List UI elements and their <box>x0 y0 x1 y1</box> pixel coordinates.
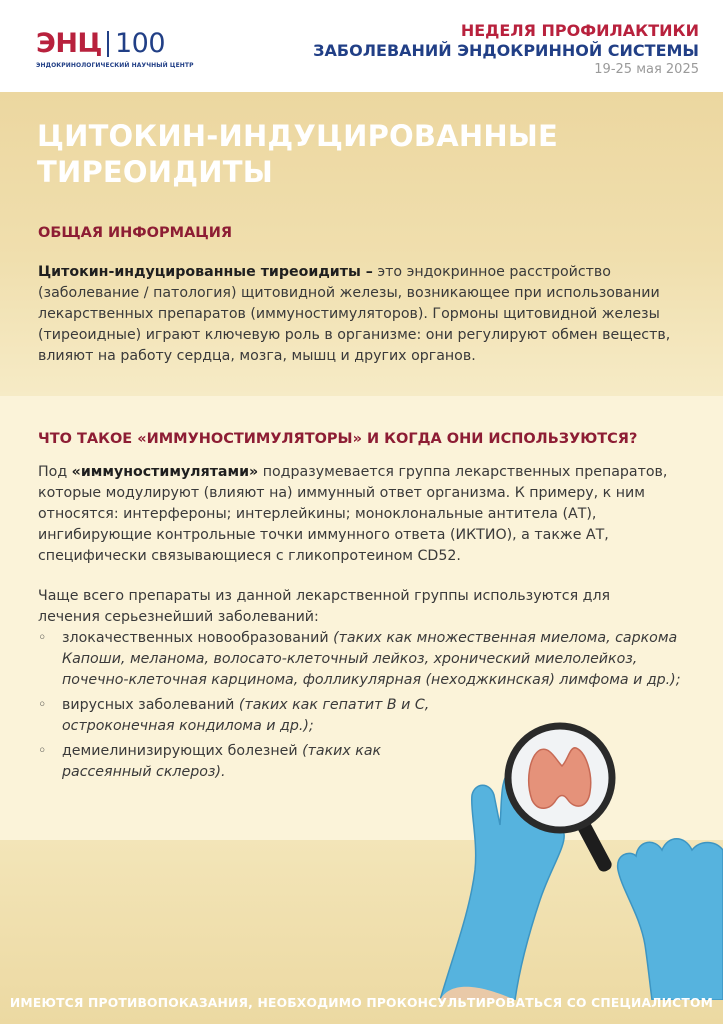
list-item: ◦ вирусных заболеваний (таких как гепатит В и С, остроконечная кондилома и др.); <box>38 697 430 734</box>
section-general-text <box>38 262 688 367</box>
bullet-icon: ◦ <box>38 630 47 646</box>
right-glove-icon <box>618 839 723 1000</box>
magnifier-illustration <box>400 700 723 1000</box>
page-header <box>0 0 723 92</box>
logo-text: ЭНЦ <box>36 28 102 59</box>
page-title: ЦИТОКИН-ИНДУЦИРОВАННЫЕ ТИРЕОИДИТЫ <box>37 119 559 189</box>
logo-divider <box>107 31 109 57</box>
immuno-term: «иммуностимулятами» <box>71 464 259 480</box>
logo-subtitle: ЭНДОКРИНОЛОГИЧЕСКИЙ НАУЧНЫЙ ЦЕНТР <box>36 62 194 69</box>
usage-intro: Чаще всего препараты из данной лекарственной группы используются для лечения серьезнейший заболеваний: <box>38 588 611 625</box>
section-immuno-text: Под «иммуностимулятами» подразумевается группа лекарственных препаратов, которые модулируют (влияют на) иммунный ответ организма. К примеру, к ним относятся: интерфероны; интерлейкины; моноклональные антитела (АТ), ингибирующие контрольные точки иммунного ответа (ИКТИО), а также АТ, специфически связывающиеся с гликопротеином CD52. <box>38 464 668 564</box>
event-title-line1: НЕДЕЛЯ ПРОФИЛАКТИКИ <box>460 21 699 40</box>
list-item: ◦ злокачественных новообразований (таких как множественная миелома, саркома Капоши, меланома, волосато-клеточный лейкоз, хронический миелолейкоз, почечно-клеточная карцинома, фолликулярная (неходжкинская) лимфома и др.); <box>38 630 681 688</box>
logo-number: 100 <box>114 28 166 59</box>
event-title-line2: ЗАБОЛЕВАНИЙ ЭНДОКРИННОЙ СИСТЕМЫ <box>313 41 699 60</box>
bullet-icon: ◦ <box>38 697 47 713</box>
disclaimer-footer: ИМЕЮТСЯ ПРОТИВОПОКАЗАНИЯ, НЕОБХОДИМО ПРОКОНСУЛЬТИРОВАТЬСЯ СО СПЕЦИАЛИСТОМ <box>9 996 714 1010</box>
logo <box>36 29 194 69</box>
event-banner <box>313 21 699 78</box>
lead-term: Цитокин-индуцированные тиреоидиты – <box>38 264 373 280</box>
definition-text: это эндокринное расстройство (заболевание / патология) щитовидной железы, возникающее при использовании лекарственных препаратов (иммуностимуляторов). Гормоны щитовидной железы (тиреоидные) играют ключевую роль в организме: они регулируют обмен веществ, влияют на работу сердца, мозга, мышц и других органов. <box>38 264 671 364</box>
section-general-heading: ОБЩАЯ ИНФОРМАЦИЯ <box>38 225 233 241</box>
section-immuno-heading: ЧТО ТАКОЕ «ИММУНОСТИМУЛЯТОРЫ» И КОГДА ОНИ ИСПОЛЬЗУЮТСЯ? <box>38 431 638 447</box>
event-dates: 19-25 мая 2025 <box>594 62 699 77</box>
bullet-icon: ◦ <box>38 743 47 759</box>
list-item: ◦ демиелинизирующих болезней (таких как рассеянный склероз). <box>38 743 382 780</box>
